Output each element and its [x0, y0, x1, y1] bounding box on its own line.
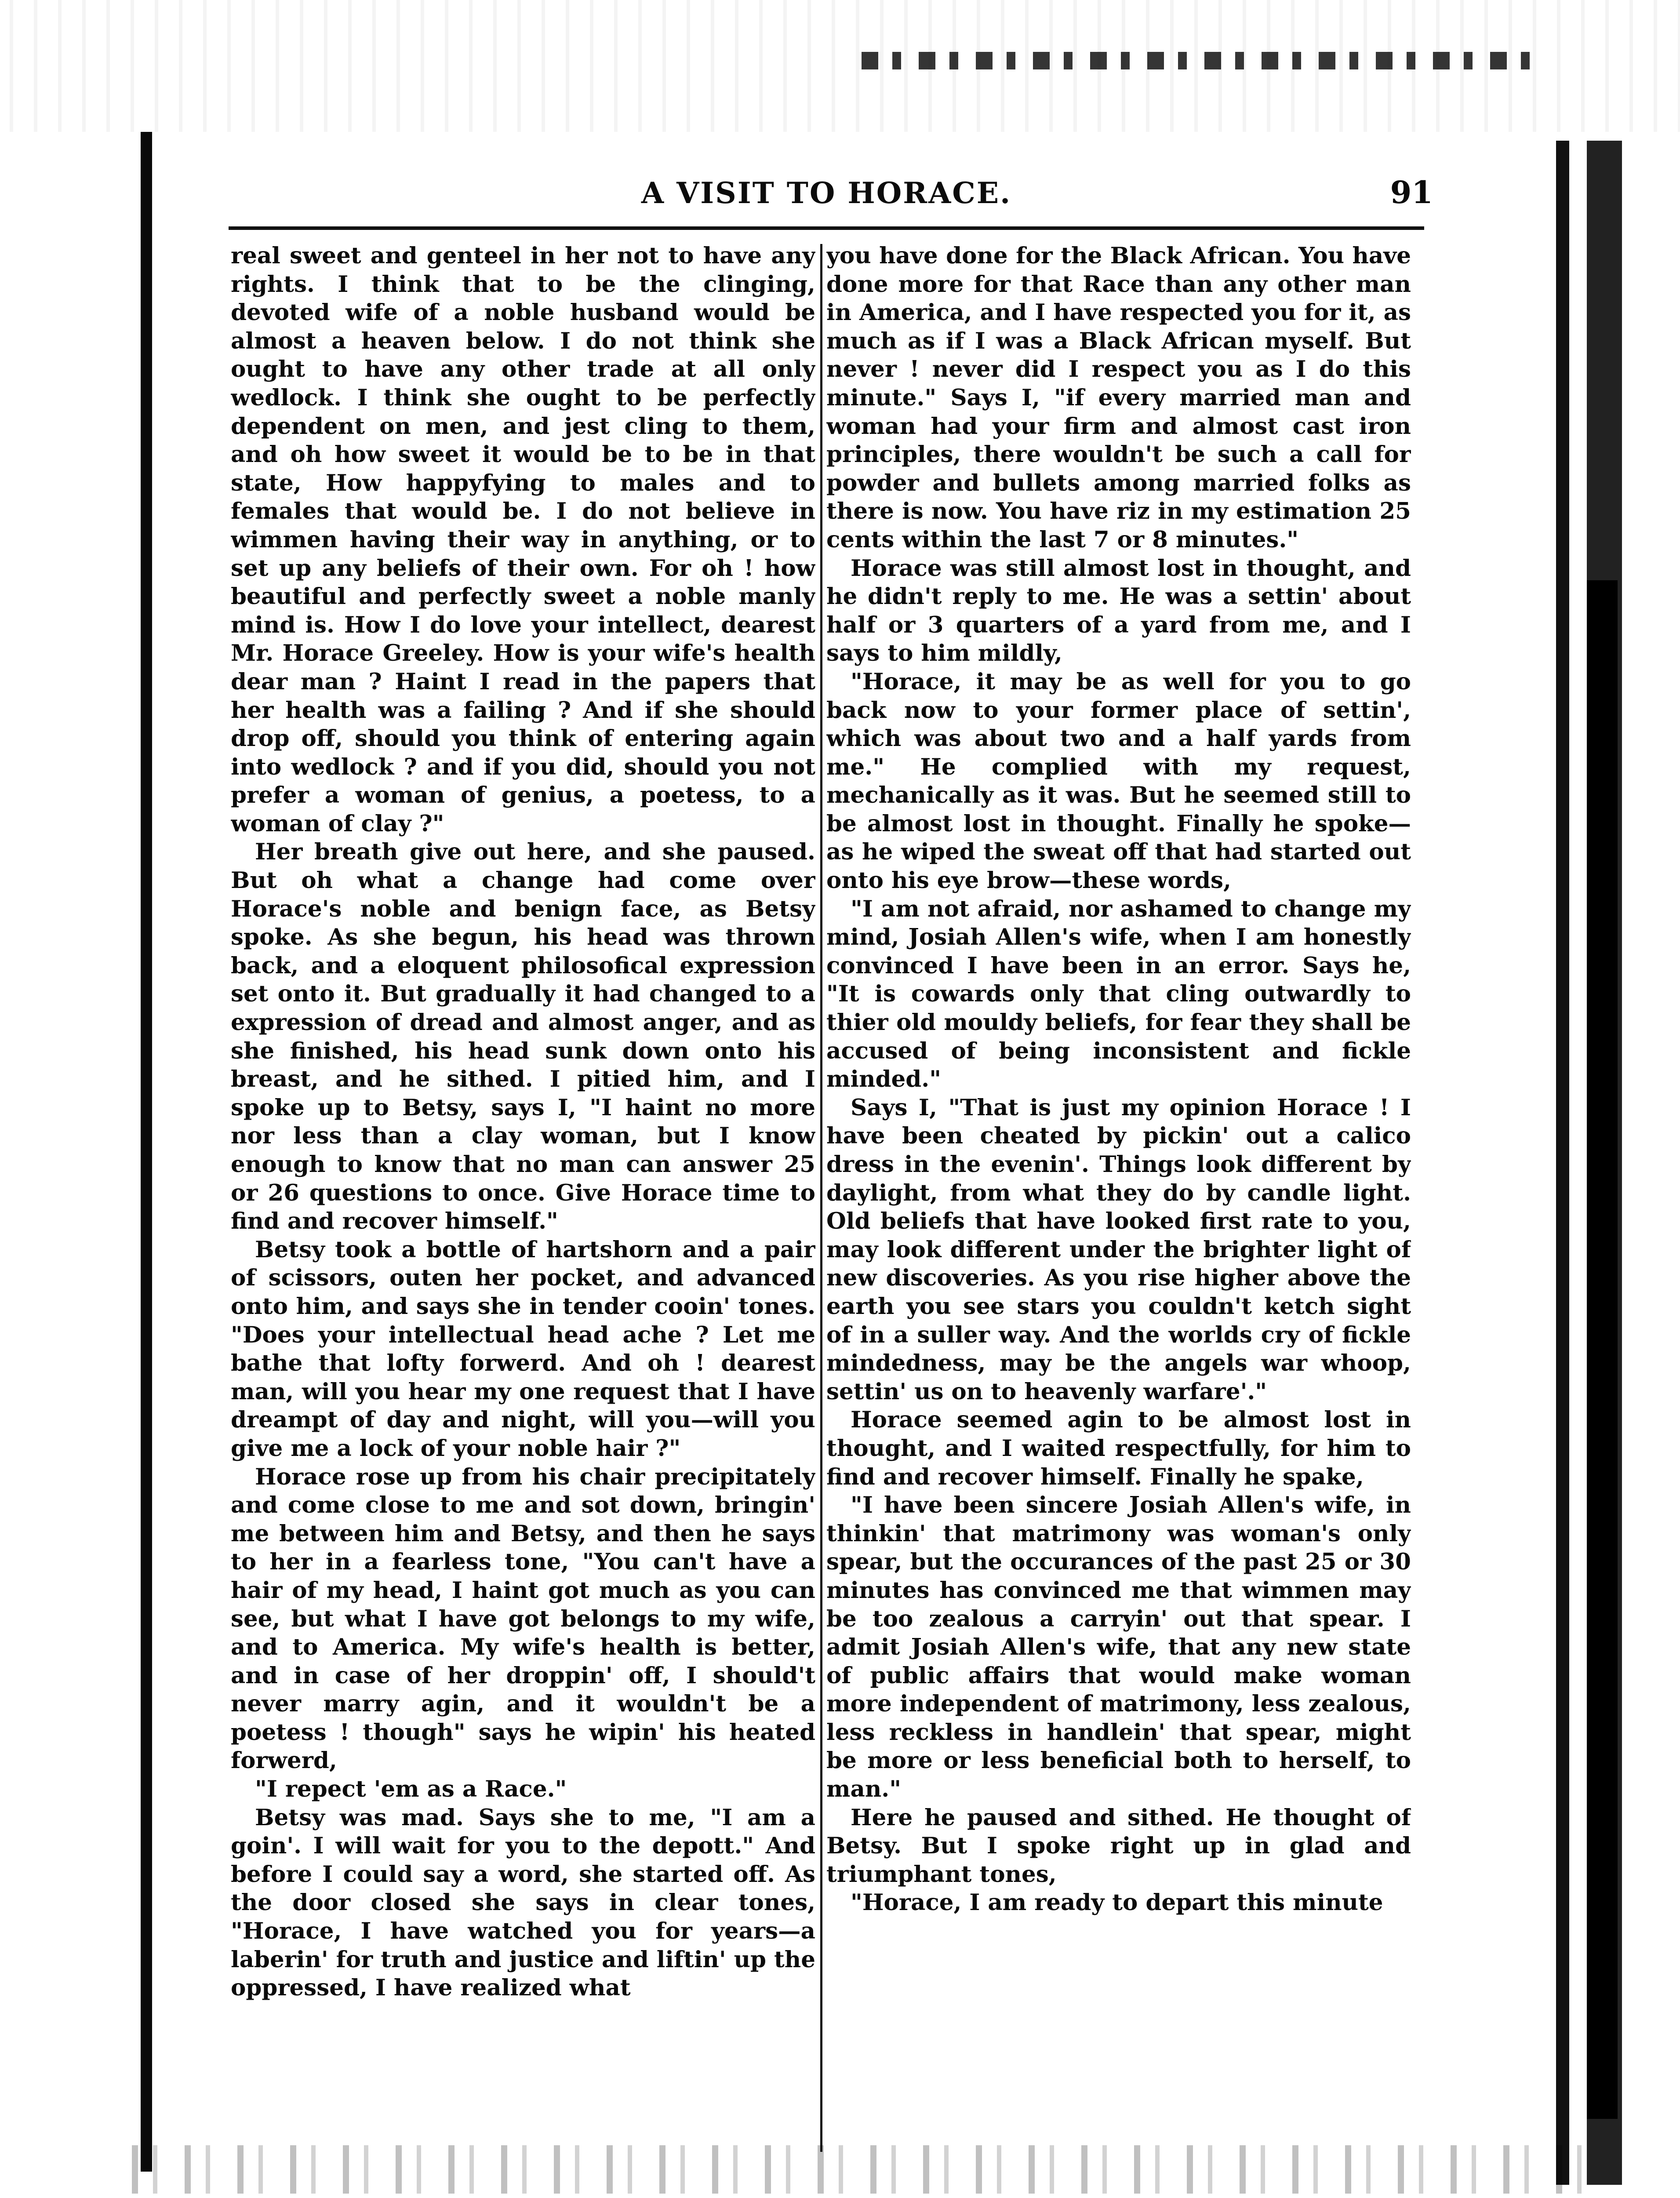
paragraph: Here he paused and sithed. He thought of Betsy. But I spoke right up in glad and triumphant tones,	[826, 1804, 1411, 1888]
scan-artifact-bars	[862, 52, 1530, 69]
paragraph: "I am not afraid, nor ashamed to change my mind, Josiah Allen's wife, when I am honestly convinced I have been in an error. Says he, "It is cowards only that cling outwardly to thier old mouldy beliefs, for fear they shall be accused of being inconsistent and fickle minded."	[826, 895, 1411, 1093]
page-header	[229, 174, 1433, 220]
paragraph: Betsy took a bottle of hartshorn and a pair of scissors, outen her pocket, and advanced onto him, and says she in tender cooin' tones. "Does your intellectual head ache ? Let me bathe that lofty forwerd. And oh ! dearest man, will you hear my one request that I have dreampt of day and night, will you—will you give me a lock of your noble hair ?"	[231, 1236, 815, 1462]
running-title: A VISIT TO HORACE.	[641, 176, 1012, 210]
paragraph: real sweet and genteel in her not to have any rights. I think that to be the clinging, devoted wife of a noble husband would be almost a heaven below. I do not think she ought to have any other trade at all only wedlock. I think she ought to be perfectly dependent on men, and jest cling to them, and oh how sweet it would be to be in that state, How happyfying to males and to females that would be. I do not believe in wimmen having their way in anything, or to set up any beliefs of their own. For oh ! how beautiful and perfectly sweet a noble manly mind is. How I do love your intellect, dearest Mr. Horace Greeley. How is your wife's health dear man ? Haint I read in the papers that her health was a failing ? And if she should drop off, should you think of entering again into wedlock ? and if you did, should you not prefer a woman of genius, a poetess, to a woman of clay ?"	[231, 243, 815, 837]
paragraph: "I have been sincere Josiah Allen's wife, in thinkin' that matrimony was woman's only spear, but the occurances of the past 25 or 30 minutes has convinced me that wimmen may be too zealous a carryin' out that spear. I admit Josiah Allen's wife, that any new state of public affairs that would make woman more independent of matrimony, less zealous, less reckless in handlein' that spear, might be more or less beneficial both to herself, to man."	[826, 1492, 1411, 1803]
header-rule	[229, 226, 1424, 230]
column-divider	[820, 244, 822, 2152]
page-edge-right	[1538, 141, 1622, 2185]
paragraph: Her breath give out here, and she paused. But oh what a change had come over Horace's noble and benign face, as Betsy spoke. As she begun, his head was thrown back, and a eloquent philosofical expression set onto it. But gradually it had changed to a expression of dread and almost anger, and as she finished, his head sunk down onto his breast, and he sithed. I pitied him, and I spoke up to Betsy, says I, "I haint no more nor less than a clay woman, but I know enough to know that no man can answer 25 or 26 questions to once. Give Horace time to find and recover himself."	[231, 839, 815, 1235]
left-column	[231, 242, 815, 2154]
page-number: 91	[1390, 174, 1433, 211]
paragraph: Horace rose up from his chair precipitately and come close to me and sot down, bringin' me between him and Betsy, and then he says to her in a fearless tone, "You can't have a hair of my head, I haint got much as you can see, but what I have got belongs to my wife, and to America. My wife's health is better, and in case of her droppin' off, I should't never marry agin, and it wouldn't be a poetess ! though" says he wipin' his heated forwerd,	[231, 1463, 815, 1774]
paragraph: "Horace, it may be as well for you to go back now to your former place of settin', which was about two and a half yards from me." He complied with my request, mechanically as it was. But he seemed still to be almost lost in thought. Finally he spoke—as he wiped the sweat off that had started out onto his eye brow—these words,	[826, 668, 1411, 894]
paragraph: Horace seemed agin to be almost lost in thought, and I waited respectfully, for him to find and recover himself. Finally he spake,	[826, 1407, 1411, 1490]
page-edge-left	[141, 132, 152, 2172]
paragraph: Betsy was mad. Says she to me, "I am a goin'. I will wait for you to the depott." And before I could say a word, she started off. As the door closed she says in clear tones, "Horace, I have watched you for years—a laberin' for truth and justice and liftin' up the oppressed, I have realized what	[231, 1804, 815, 2001]
paragraph: Says I, "That is just my opinion Horace ! I have been cheated by pickin' out a calico dress in the evenin'. Things look different by daylight, from what they do by candle light. Old beliefs that have looked first rate to you, may look different under the brighter light of new discoveries. As you rise higher above the earth you see stars you couldn't ketch sight of in a suller way. And the worlds cry of fickle mindedness, may be the angels war whoop, settin' us on to heavenly warfare'."	[826, 1094, 1411, 1405]
paragraph: Horace was still almost lost in thought, and he didn't reply to me. He was a settin' about half or 3 quarters of a yard from me, and I says to him mildly,	[826, 555, 1411, 667]
paragraph: "I repect 'em as a Race."	[255, 1776, 567, 1803]
right-column	[826, 242, 1411, 2154]
paragraph: you have done for the Black African. You have done more for that Race than any other man in America, and I have respected you for it, as much as if I was a Black African myself. But never ! never did I respect you as I do this minute." Says I, "if every married man and woman had your firm and almost cast iron principles, there wouldn't be such a call for powder and bullets among married folks as there is now. You have riz in my estimation 25 cents within the last 7 or 8 minutes."	[826, 243, 1411, 553]
paragraph: "Horace, I am ready to depart this minute	[851, 1889, 1383, 1916]
